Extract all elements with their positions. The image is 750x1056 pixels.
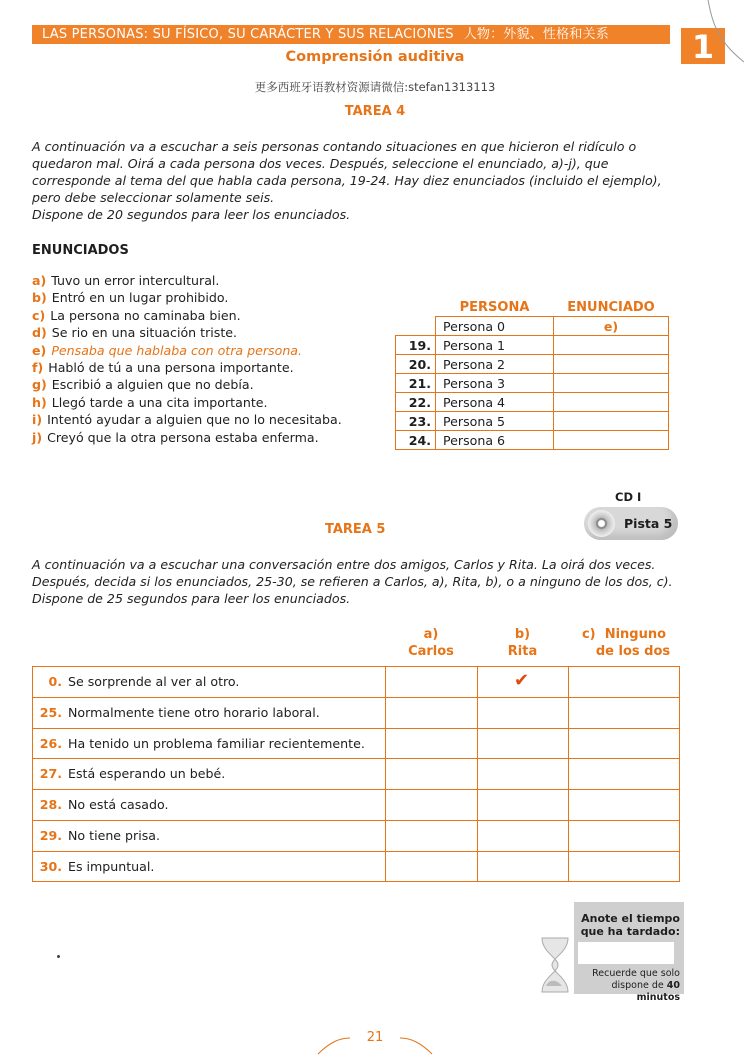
chapter-title: LAS PERSONAS: SU FÍSICO, SU CARÁCTER Y SUS RELACIONES [42,27,454,42]
tarea4-title: TAREA 4 [344,104,406,119]
statement-row: 29. No tiene prisa. [39,828,160,843]
statement-row: 0. Se sorprende al ver al otro. [48,674,240,689]
chapter-header-bar [32,25,670,44]
col-carlos: a) Carlos [408,627,454,659]
persona-enunciado-table [395,298,669,450]
option-e-example: e) Pensaba que hablaba con otra persona. [32,342,303,358]
col-enunciado: ENUNCIADO [567,299,655,315]
option-i: i) Intentó ayudar a alguien que no lo necesitaba. [32,412,342,428]
col-rita: b) Rita [507,627,538,659]
answer-cell[interactable]: e) [554,317,669,336]
col-ninguno: c) Ninguno de los dos [581,627,671,659]
answer-cell[interactable] [554,431,669,450]
statement-row: 27. Está esperando un bebé. [39,766,226,781]
statement-row: 26. Ha tenido un problema familiar recientemente. [39,736,365,751]
unit-number-tab: 1 [681,28,725,64]
option-g: g) Escribió a alguien que no debía. [32,377,254,393]
cd-disc-icon [588,510,615,537]
answer-cell[interactable] [554,393,669,412]
statement-row: 30. Es impuntual. [39,859,155,874]
table-row: 19. Persona 1 [396,336,669,355]
time-prompt: Anote el tiempo que ha tardado: [580,912,680,938]
answer-cell[interactable] [554,355,669,374]
stray-dot [57,955,60,958]
tarea5-time-note: Dispone de 25 segundos para leer los enunciados. [32,591,351,606]
table-row: Persona 0 e) [396,317,669,336]
watermark-text: 更多西班牙语教材资源请微信:stefan1313113 [254,80,496,94]
tarea5-title: TAREA 5 [325,522,386,537]
table-row: 22. Persona 4 [396,393,669,412]
table-row: 20. Persona 2 [396,355,669,374]
table-row: 21. Persona 3 [396,374,669,393]
statement-row: 28. No está casado. [39,797,169,812]
track-label: Pista 5 [624,516,673,531]
tarea4-time-note: Dispone de 20 segundos para leer los enunciados. [32,207,351,222]
check-mark-icon: ✔ [514,670,530,691]
page-number: 21 [366,1030,384,1045]
answer-cell[interactable] [554,336,669,355]
tarea5-answer-grid [32,666,680,882]
chapter-title-chinese: 人物：外貌、性格和关系 [463,27,609,42]
col-persona: PERSONA [459,299,530,315]
option-c: c) La persona no caminaba bien. [32,307,241,323]
option-j: j) Creyó que la otra persona estaba enferma. [32,429,319,445]
cd-label: CD I [615,490,642,504]
audio-track-badge [584,507,678,540]
tarea4-instructions-text: A continuación va a escuchar a seis personas contando situaciones en que hicieron el ridículo o quedaron mal. Oirá a cada persona dos veces. Después, seleccione el enunciado, a)-j), que corresponde al tema del que habla cada persona, 19-24. Hay diez enunciados (incluido el ejemplo), pero debe seleccionar solamente seis. [32,139,662,205]
time-limit-note: Recuerde que solo dispone de 40 minutos [592,968,680,1003]
answer-cell[interactable] [554,412,669,431]
hourglass-icon [538,936,582,994]
statement-row: 25. Normalmente tiene otro horario laboral. [39,705,320,720]
enunciados-list [32,272,342,446]
table-row: 24. Persona 6 [396,431,669,450]
option-b: b) Entró en un lugar prohibido. [32,290,229,306]
time-input-field[interactable] [578,942,674,964]
tarea5-instructions [32,556,684,607]
option-a: a) Tuvo un error intercultural. [32,273,220,288]
option-d: d) Se rio en una situación triste. [32,325,238,341]
option-f: f) Habló de tú a una persona importante. [32,360,294,376]
time-record-box [538,902,684,1003]
tarea4-instructions [32,138,684,223]
tarea5-instructions-text: A continuación va a escuchar una conversación entre dos amigos, Carlos y Rita. La oirá dos veces. Después, decida si los enunciados, 25-30, se refieren a Carlos, a), Rita, b), o a ninguno de los dos, c). [32,557,673,589]
answer-cell[interactable] [554,374,669,393]
section-title: Comprensión auditiva [285,49,465,65]
enunciados-heading: ENUNCIADOS [32,243,129,258]
table-row: 23. Persona 5 [396,412,669,431]
option-h: h) Llegó tarde a una cita importante. [32,394,268,410]
